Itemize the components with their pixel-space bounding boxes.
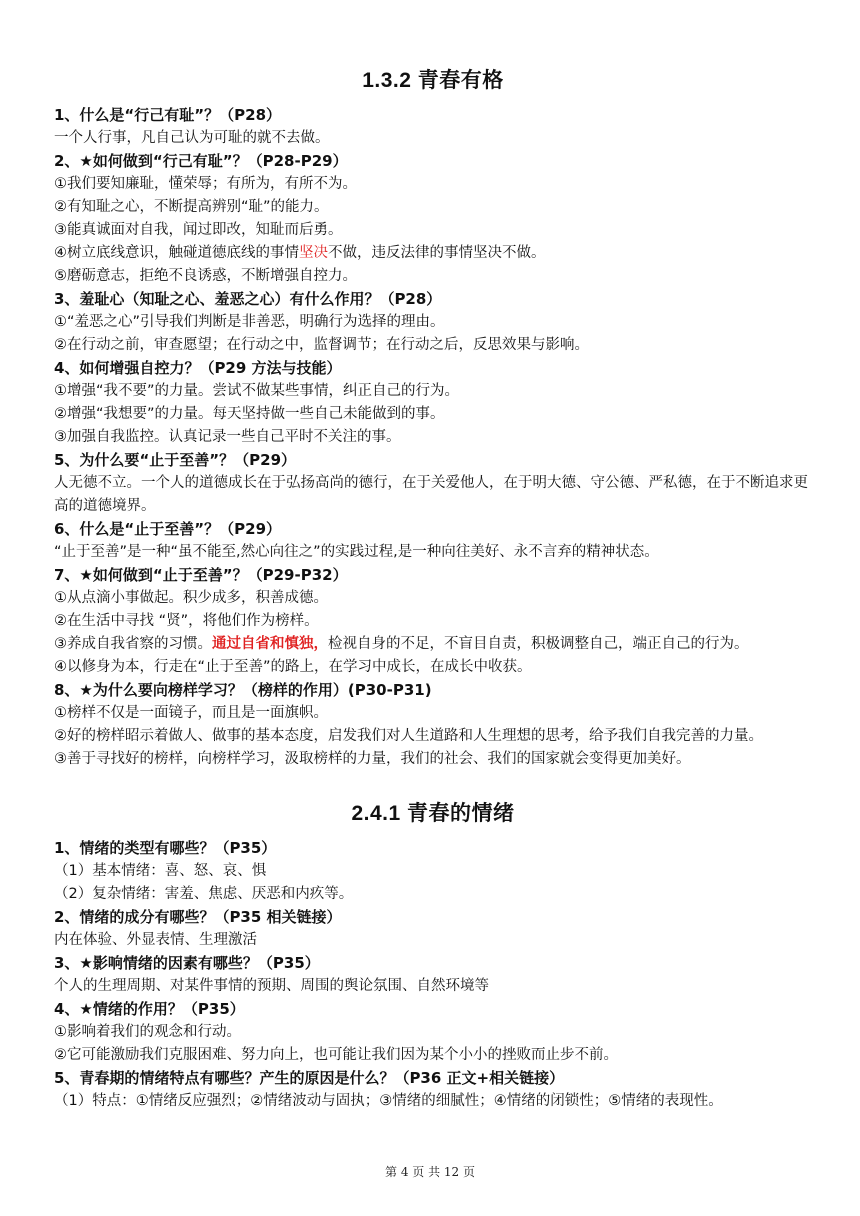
answer-2-5-1: （1）特点：①情绪反应强烈；②情绪波动与固执；③情绪的细腻性；④情绪的闭锁性；⑤情绪的表现性。 bbox=[54, 1093, 723, 1109]
answer-2-2-1: 内在体验、外显表情、生理激活 bbox=[54, 932, 257, 948]
question-1-4: 4、如何增强自控力？（P29 方法与技能） bbox=[54, 359, 342, 377]
answer-1-2-1: ①我们要知廉耻，懂荣辱；有所为，有所不为。 bbox=[54, 176, 357, 192]
answer-text: 检视自身的不足，不盲目自责，积极调整自己，端正自己的行为。 bbox=[328, 636, 749, 652]
section-title-1: 1.3.2 青春有格 bbox=[362, 69, 504, 92]
answer-1-7-3 bbox=[54, 633, 812, 656]
highlight-text: 通过自省和慎独， bbox=[212, 636, 328, 652]
question-2-1: 1、情绪的类型有哪些？（P35） bbox=[54, 839, 277, 857]
question-1-6: 6、什么是“止于至善”？（P29） bbox=[54, 520, 282, 538]
highlight-text: 坚决 bbox=[299, 245, 328, 261]
answer-text: ④树立底线意识，触碰道德底线的事情 bbox=[54, 245, 299, 261]
answer-1-4-3: ③加强自我监控。认真记录一些自己平时不关注的事。 bbox=[54, 429, 401, 445]
answer-2-4-2: ②它可能激励我们克服困难、努力向上，也可能让我们因为某个小小的挫败而止步不前。 bbox=[54, 1047, 618, 1063]
answer-1-2-2: ②有知耻之心，不断提高辨别“耻”的能力。 bbox=[54, 199, 329, 215]
question-2-3: 3、★影响情绪的因素有哪些？（P35） bbox=[54, 954, 320, 972]
question-2-2: 2、情绪的成分有哪些？（P35 相关链接） bbox=[54, 908, 342, 926]
answer-1-4-1: ①增强“我不要”的力量。尝试不做某些事情，纠正自己的行为。 bbox=[54, 383, 460, 399]
answer-1-2-3: ③能真诚面对自我，闻过即改，知耻而后勇。 bbox=[54, 222, 343, 238]
question-1-3: 3、羞耻心（知耻之心、羞恶之心）有什么作用？（P28） bbox=[54, 290, 442, 308]
answer-1-7-4: ④以修身为本，行走在“止于至善”的路上，在学习中成长，在成长中收获。 bbox=[54, 659, 532, 675]
answer-1-4-2: ②增强“我想要”的力量。每天坚持做一些自己未能做到的事。 bbox=[54, 406, 445, 422]
answer-1-3-2: ②在行动之前，审查愿望；在行动之中，监督调节；在行动之后，反思效果与影响。 bbox=[54, 337, 589, 353]
answer-1-3-1: ①“羞恶之心”引导我们判断是非善恶，明确行为选择的理由。 bbox=[54, 314, 445, 330]
answer-text: ③养成自我省察的习惯。 bbox=[54, 636, 212, 652]
section-title-2: 2.4.1 青春的情绪 bbox=[351, 802, 515, 825]
answer-1-8-3: ③善于寻找好的榜样，向榜样学习，汲取榜样的力量，我们的社会、我们的国家就会变得更加美好。 bbox=[54, 751, 691, 767]
answer-2-3-1: 个人的生理周期、对某件事情的预期、周围的舆论氛围、自然环境等 bbox=[54, 978, 489, 994]
question-1-2: 2、★如何做到“行己有耻”？（P28-P29） bbox=[54, 152, 348, 170]
answer-1-8-2: ②好的榜样昭示着做人、做事的基本态度，启发我们对人生道路和人生理想的思考，给予我们自我完善的力量。 bbox=[54, 728, 763, 744]
question-2-4: 4、★情绪的作用？（P35） bbox=[54, 1000, 245, 1018]
answer-text: 不做，违反法律的事情坚决不做。 bbox=[328, 245, 546, 261]
question-1-1: 1、什么是“行己有耻”？（P28） bbox=[54, 106, 282, 124]
answer-1-6-1: “止于至善”是一种“虽不能至,然心向往之”的实践过程,是一种向往美好、永不言弃的精神状态。 bbox=[54, 544, 659, 560]
answer-1-8-1: ①榜样不仅是一面镜子，而且是一面旗帜。 bbox=[54, 705, 328, 721]
answer-1-2-5: ⑤磨砺意志，拒绝不良诱惑，不断增强自控力。 bbox=[54, 268, 357, 284]
answer-1-5-1: 人无德不立。一个人的道德成长在于弘扬高尚的德行，在于关爱他人，在于明大德、守公德、严私德，在于不断追求更高的道德境界。 bbox=[54, 475, 808, 514]
question-2-5: 5、青春期的情绪特点有哪些？产生的原因是什么？（P36 正文+相关链接） bbox=[54, 1069, 565, 1087]
answer-1-2-4 bbox=[54, 242, 812, 265]
answer-2-4-1: ①影响着我们的观念和行动。 bbox=[54, 1024, 241, 1040]
question-1-8: 8、★为什么要向榜样学习？（榜样的作用）(P30-P31) bbox=[54, 681, 432, 699]
answer-1-7-2: ②在生活中寻找 “贤”，将他们作为榜样。 bbox=[54, 613, 319, 629]
answer-2-1-2: （2）复杂情绪：害羞、焦虑、厌恶和内疚等。 bbox=[54, 886, 354, 902]
answer-1-7-1: ①从点滴小事做起。积少成多，积善成德。 bbox=[54, 590, 328, 606]
question-1-5: 5、为什么要“止于至善”？（P29） bbox=[54, 451, 297, 469]
question-1-7: 7、★如何做到“止于至善”？（P29-P32） bbox=[54, 566, 348, 584]
page-footer: 第 4 页 共 12 页 bbox=[385, 1165, 475, 1179]
answer-2-1-1: （1）基本情绪：喜、怒、哀、惧 bbox=[54, 863, 267, 879]
answer-1-1: 一个人行事，凡自己认为可耻的就不去做。 bbox=[54, 130, 330, 146]
